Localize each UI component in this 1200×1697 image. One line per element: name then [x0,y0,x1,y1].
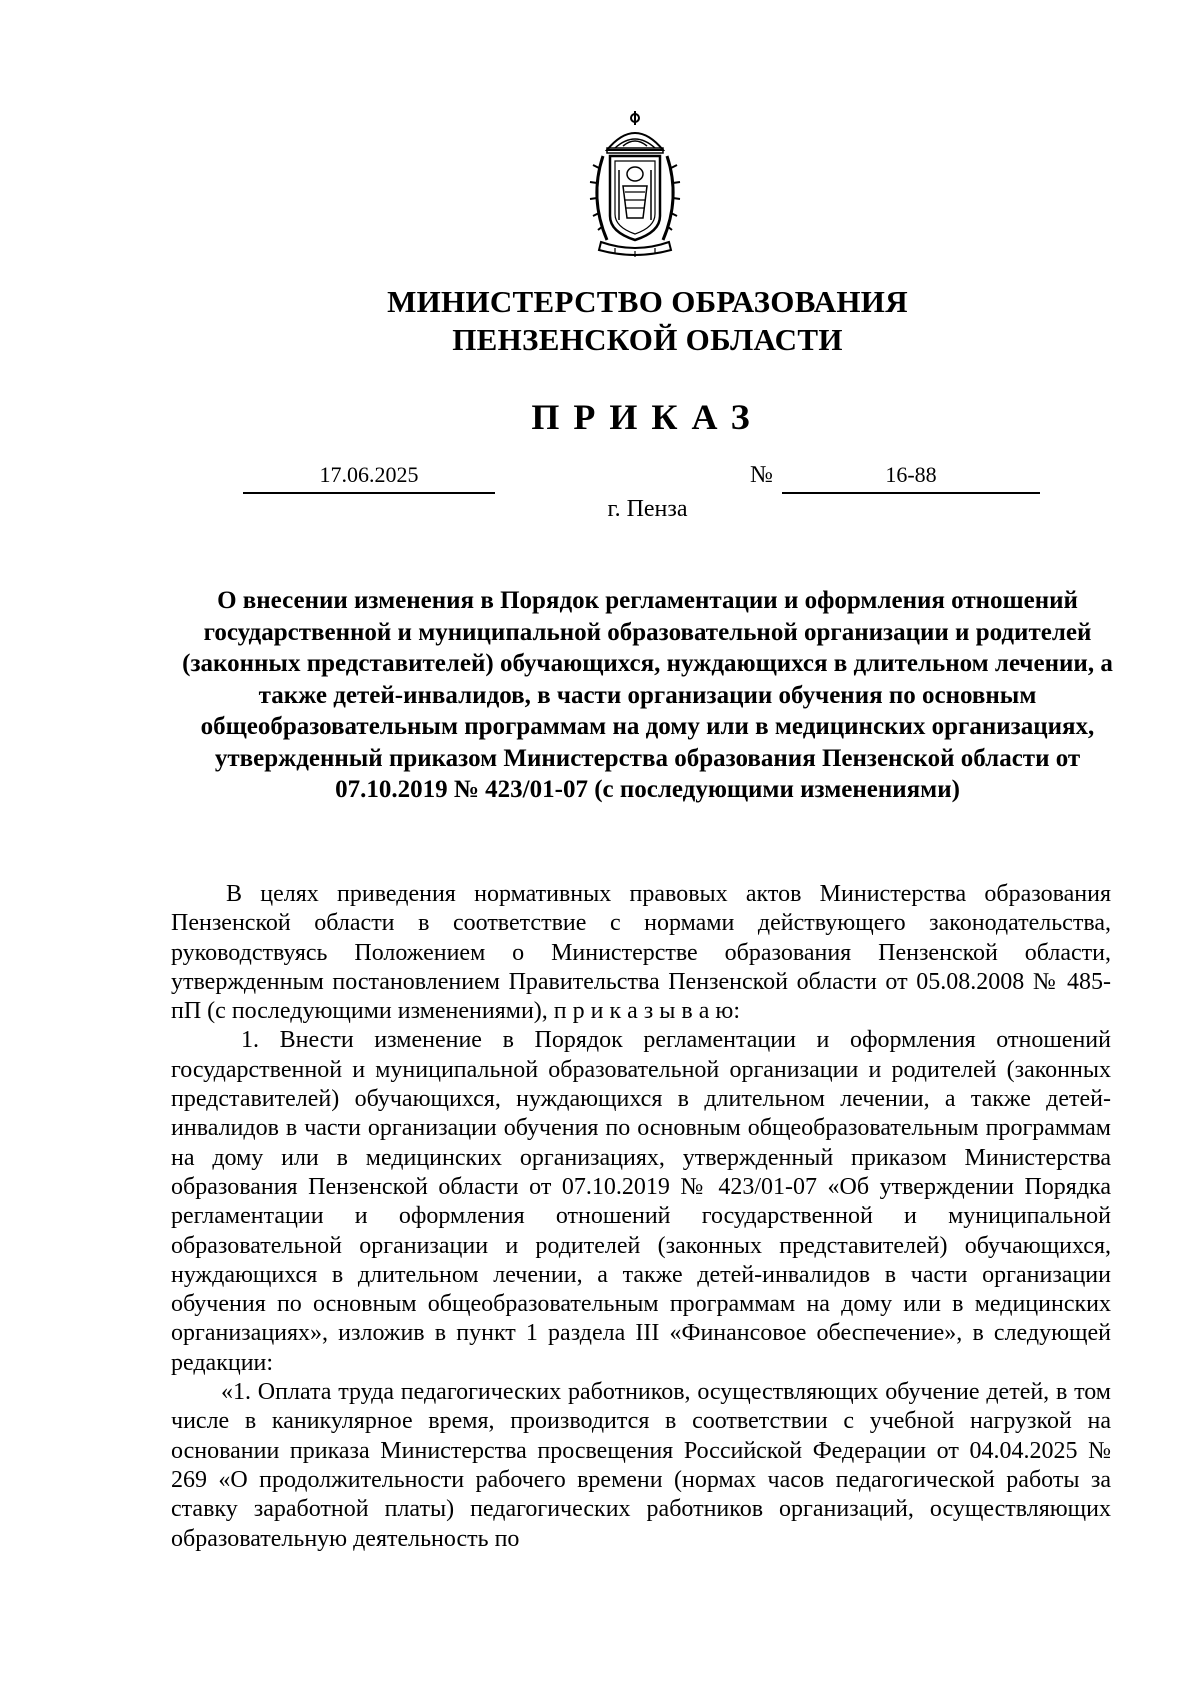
document-body [171,880,1111,1554]
preamble-paragraph: В целях приведения нормативных правовых актов Министерства образования Пензенской области в соответствие с нормами действующего законодательства, руководствуясь Положением о Министерстве образования Пензенской области, утвержденным постановлением Правительства Пензенской области от 05.08.2008 № 485-пП (с последующими изменениями), п р и к а з ы в а ю: [171,881,1111,1025]
document-type-title: ПРИКАЗ [531,397,764,437]
ministry-name-line2: ПЕНЗЕНСКОЙ ОБЛАСТИ [452,322,843,357]
order-subject: О внесении изменения в Порядок регламентации и оформления отношений государственной и муниципальной образовательной организации и родителей (законных представителей) обучающихся, нуждающихся в длительном лечении, а также детей-инвалидов, в части организации обучения по основным общеобразовательным программам на дому или в медицинских организациях, утвержденный приказом Министерства образования Пензенской области от 07.10.2019 № 423/01-07 (с последующими изменениями) [182,587,1113,803]
number-sign: № [750,462,773,488]
item-1-paragraph: 1. Внести изменение в Порядок регламентации и оформления отношений государственной и муниципальной образовательной организации и родителей (законных представителей) обучающихся, нуждающихся в длительном лечении, а также детей-инвалидов в части организации обучения по основным общеобразовательным программам на дому или в медицинских организациях, утвержденный приказом Министерства образования Пензенской области от 07.10.2019 № 423/01-07 «Об утверждении Порядка регламентации и оформления отношений государственной и муниципальной образовательной организации и родителей (законных представителей) обучающихся, нуждающихся в длительном лечении, а также детей-инвалидов в части организации обучения по основным общеобразовательным программам на дому или в медицинских организациях», изложив в пункт 1 раздела III «Финансовое обеспечение», в следующей редакции: [171,1027,1111,1376]
coat-of-arms-icon [585,108,685,258]
ministry-name [0,283,1200,359]
order-number: 16-88 [782,458,1040,494]
quoted-item-1-paragraph: «1. Оплата труда педагогических работников, осуществляющих обучение детей, в том числе в каникулярное время, производится в соответствии с учебной нагрузкой на основании приказа Министерства просвещения Российской Федерации от 04.04.2025 № 269 «О продолжительности рабочего времени (нормах часов педагогической работы за ставку заработной платы) педагогических работников организаций, осуществляющих образовательную деятельность по [171,1379,1111,1552]
ministry-name-line1: МИНИСТЕРСТВО ОБРАЗОВАНИЯ [387,284,908,319]
order-date: 17.06.2025 [243,458,495,494]
city-name: г. Пенза [607,496,688,522]
